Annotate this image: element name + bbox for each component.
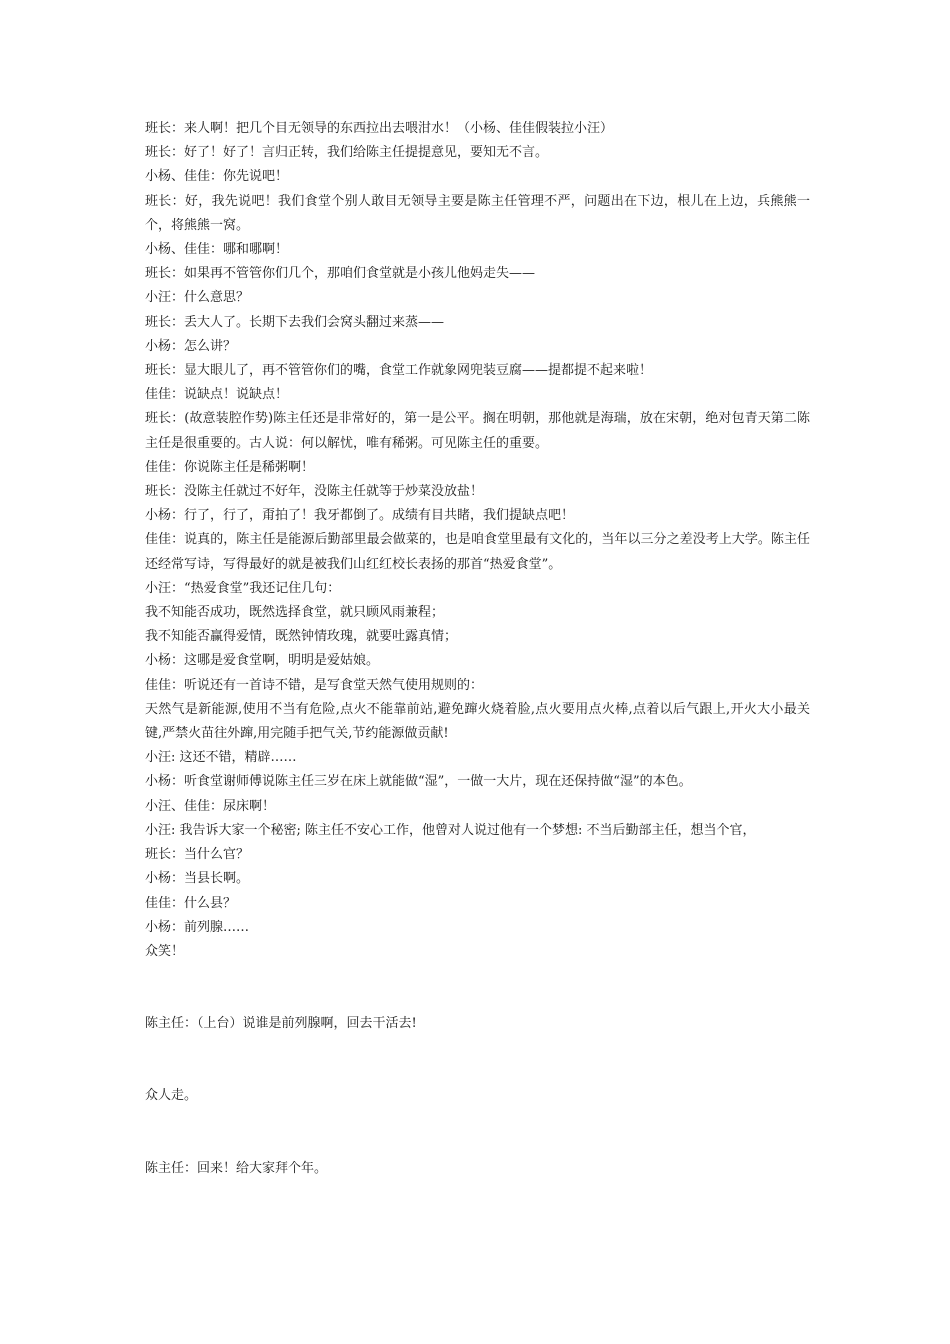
script-line: 班长：没陈主任就过不好年，没陈主任就等于炒菜没放盐！ bbox=[145, 484, 484, 500]
script-line: 小汪: 我告诉大家一个秘密; 陈主任不安心工作，他曾对人说过他有一个梦想: 不当后勤部主任，想当个官， bbox=[145, 822, 756, 838]
script-line: 小杨：听食堂谢师傅说陈主任三岁在床上就能做“湿”，一做一大片，现在还保持做“湿”的本色。 bbox=[145, 774, 692, 790]
script-line: 佳佳：你说陈主任是稀粥啊！ bbox=[145, 459, 315, 475]
script-line: 班长：好了！好了！言归正转，我们给陈主任提提意见，要知无不言。 bbox=[145, 145, 549, 161]
script-line: 小杨：行了，行了，甭拍了！我牙都倒了。成绩有目共睹，我们提缺点吧！ bbox=[145, 508, 575, 524]
script-line: 小杨：怎么讲？ bbox=[145, 338, 237, 354]
script-line: 小汪、佳佳：尿床啊！ bbox=[145, 798, 276, 814]
document-body bbox=[145, 117, 810, 1181]
script-line: 班长：好，我先说吧！我们食堂个别人敢目无领导主要是陈主任管理不严，问题出在下边，根儿在上边，兵熊熊一个，将熊熊一窝。 bbox=[145, 193, 810, 233]
script-line: 陈主任：回来！给大家拜个年。 bbox=[145, 1160, 328, 1176]
script-line: 陈主任：（上台）说谁是前列腺啊，回去干活去! bbox=[145, 1016, 417, 1032]
script-line: 佳佳：说缺点！说缺点！ bbox=[145, 387, 289, 403]
script-line: 佳佳：说真的，陈主任是能源后勤部里最会做菜的，也是咱食堂里最有文化的，当年以三分之差没考上大学。陈主任还经常写诗，写得最好的就是被我们山红红校长表扬的那首“热爱食堂”。 bbox=[145, 532, 810, 572]
script-line: 小汪: 这还不错，精辟…… bbox=[145, 750, 297, 766]
script-line: 我不知能否赢得爱情，既然钟情玫瑰，就要吐露真情； bbox=[145, 629, 458, 645]
script-line: 众笑！ bbox=[145, 943, 185, 959]
script-line: 班长：丢大人了。长期下去我们会窝头翻过来蒸—— bbox=[145, 314, 445, 330]
script-line: 班长：(故意装腔作势)陈主任还是非常好的，第一是公平。搁在明朝，那他就是海瑞，放在宋朝，绝对包青天第二陈主任是很重要的。古人说：何以解忧，唯有稀粥。可见陈主任的重要。 bbox=[145, 411, 810, 451]
script-line: 天然气是新能源,使用不当有危险,点火不能靠前站,避免蹿火烧着脸,点火要用点火棒,点着以后气跟上,开火大小最关键,严禁火苗往外蹿,用完随手把气关,节约能源做贡献! bbox=[145, 701, 810, 742]
script-line: 小杨：前列腺…… bbox=[145, 919, 250, 935]
script-line: 小杨：当县长啊。 bbox=[145, 871, 250, 887]
script-dialogue bbox=[145, 117, 810, 964]
script-line: 小杨、佳佳：你先说吧！ bbox=[145, 169, 289, 185]
script-line: 小汪：“热爱食堂”我还记住几句： bbox=[145, 580, 341, 596]
script-line: 班长：如果再不管管你们几个，那咱们食堂就是小孩儿他妈走失—— bbox=[145, 266, 536, 282]
script-line: 小杨、佳佳：哪和哪啊！ bbox=[145, 242, 289, 258]
script-line: 班长：当什么官？ bbox=[145, 847, 250, 863]
script-line: 小杨：这哪是爱食堂啊，明明是爱姑娘。 bbox=[145, 653, 380, 669]
script-line: 班长：显大眼儿了，再不管管你们的嘴，食堂工作就象网兜装豆腐——提都提不起来啦！ bbox=[145, 363, 653, 379]
script-line: 我不知能否成功，既然选择食堂，就只顾风雨兼程； bbox=[145, 605, 445, 621]
script-line: 佳佳：什么县？ bbox=[145, 895, 237, 911]
script-line: 小汪：什么意思？ bbox=[145, 290, 250, 306]
script-line: 佳佳：听说还有一首诗不错，是写食堂天然气使用规则的： bbox=[145, 677, 484, 693]
script-line: 班长：来人啊！把几个目无领导的东西拉出去喂泔水！（小杨、佳佳假装拉小汪） bbox=[145, 121, 614, 136]
script-line: 众人走。 bbox=[145, 1088, 198, 1104]
